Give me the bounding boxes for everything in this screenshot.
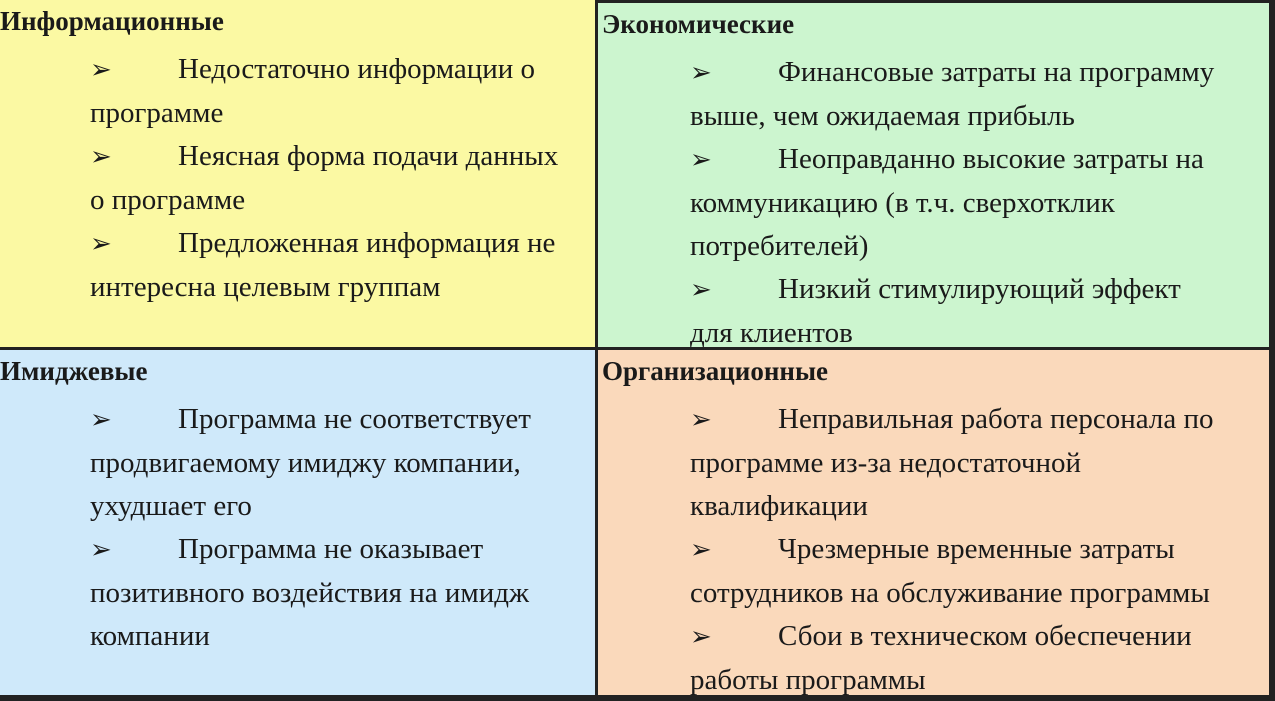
- list-item: [90, 398, 590, 528]
- item-list: [90, 48, 590, 309]
- item-text: Финансовые затраты на программу: [778, 56, 1215, 88]
- item-text: позитивного воздействия на имидж: [90, 577, 530, 609]
- arrow-bullet-icon: ➢: [90, 55, 112, 85]
- list-item: [690, 138, 1260, 268]
- arrow-bullet-icon: ➢: [690, 58, 712, 88]
- quadrant-title: Организационные: [602, 356, 829, 386]
- item-text: Программа не оказывает: [178, 533, 484, 565]
- item-text: Сбои в техническом обеспечении: [778, 620, 1192, 652]
- list-item: [90, 528, 590, 658]
- quadrant-title: Имиджевые: [0, 356, 148, 386]
- arrow-bullet-icon: ➢: [690, 275, 712, 305]
- item-text: работы программы: [690, 664, 926, 696]
- item-text: выше, чем ожидаемая прибыль: [690, 100, 1075, 132]
- item-text: Неоправданно высокие затраты на: [778, 143, 1204, 175]
- arrow-bullet-icon: ➢: [90, 229, 112, 259]
- arrow-bullet-icon: ➢: [690, 405, 712, 435]
- item-text: квалификации: [690, 490, 868, 522]
- item-text: программе: [90, 97, 224, 129]
- item-text: ухудшает его: [90, 490, 252, 522]
- list-item: [690, 51, 1260, 138]
- item-text: программе из-за недостаточной: [690, 447, 1081, 479]
- list-item: [690, 268, 1260, 350]
- arrow-bullet-icon: ➢: [90, 535, 112, 565]
- item-text: Программа не соответствует: [178, 403, 531, 435]
- item-list: [90, 398, 590, 658]
- item-text: Неясная форма подачи данных: [178, 140, 559, 172]
- item-text: о программе: [90, 184, 246, 216]
- item-text: коммуникацию (в т.ч. сверхотклик: [690, 187, 1115, 219]
- list-item: [90, 48, 590, 135]
- item-text: Чрезмерные временные затраты: [778, 533, 1175, 565]
- list-item: [690, 528, 1260, 615]
- list-item: [690, 615, 1260, 701]
- quadrant-organizational: [598, 350, 1275, 701]
- item-text: интересна целевым группам: [90, 271, 441, 303]
- item-text: продвигаемому имиджу компании,: [90, 447, 521, 479]
- arrow-bullet-icon: ➢: [690, 535, 712, 565]
- item-text: Недостаточно информации о: [178, 53, 536, 85]
- quadrant-title: Информационные: [0, 6, 224, 36]
- item-text: сотрудников на обслуживание программы: [690, 577, 1210, 609]
- quadrant-economic: [598, 0, 1275, 350]
- item-text: Низкий стимулирующий эффект: [778, 273, 1181, 305]
- arrow-bullet-icon: ➢: [690, 622, 712, 652]
- arrow-bullet-icon: ➢: [90, 405, 112, 435]
- list-item: [690, 398, 1260, 528]
- list-item: [90, 222, 590, 309]
- item-text: потребителей): [690, 230, 869, 262]
- quadrant-informational: [0, 0, 598, 350]
- item-text: для клиентов: [690, 317, 853, 349]
- arrow-bullet-icon: ➢: [690, 145, 712, 175]
- item-list: [690, 398, 1260, 701]
- quadrant-image: [0, 350, 598, 701]
- arrow-bullet-icon: ➢: [90, 142, 112, 172]
- quadrant-title: Экономические: [602, 9, 795, 39]
- item-text: Неправильная работа персонала по: [778, 403, 1214, 435]
- item-text: Предложенная информация не: [178, 227, 556, 259]
- list-item: [90, 135, 590, 222]
- item-text: компании: [90, 620, 210, 652]
- item-list: [690, 51, 1260, 350]
